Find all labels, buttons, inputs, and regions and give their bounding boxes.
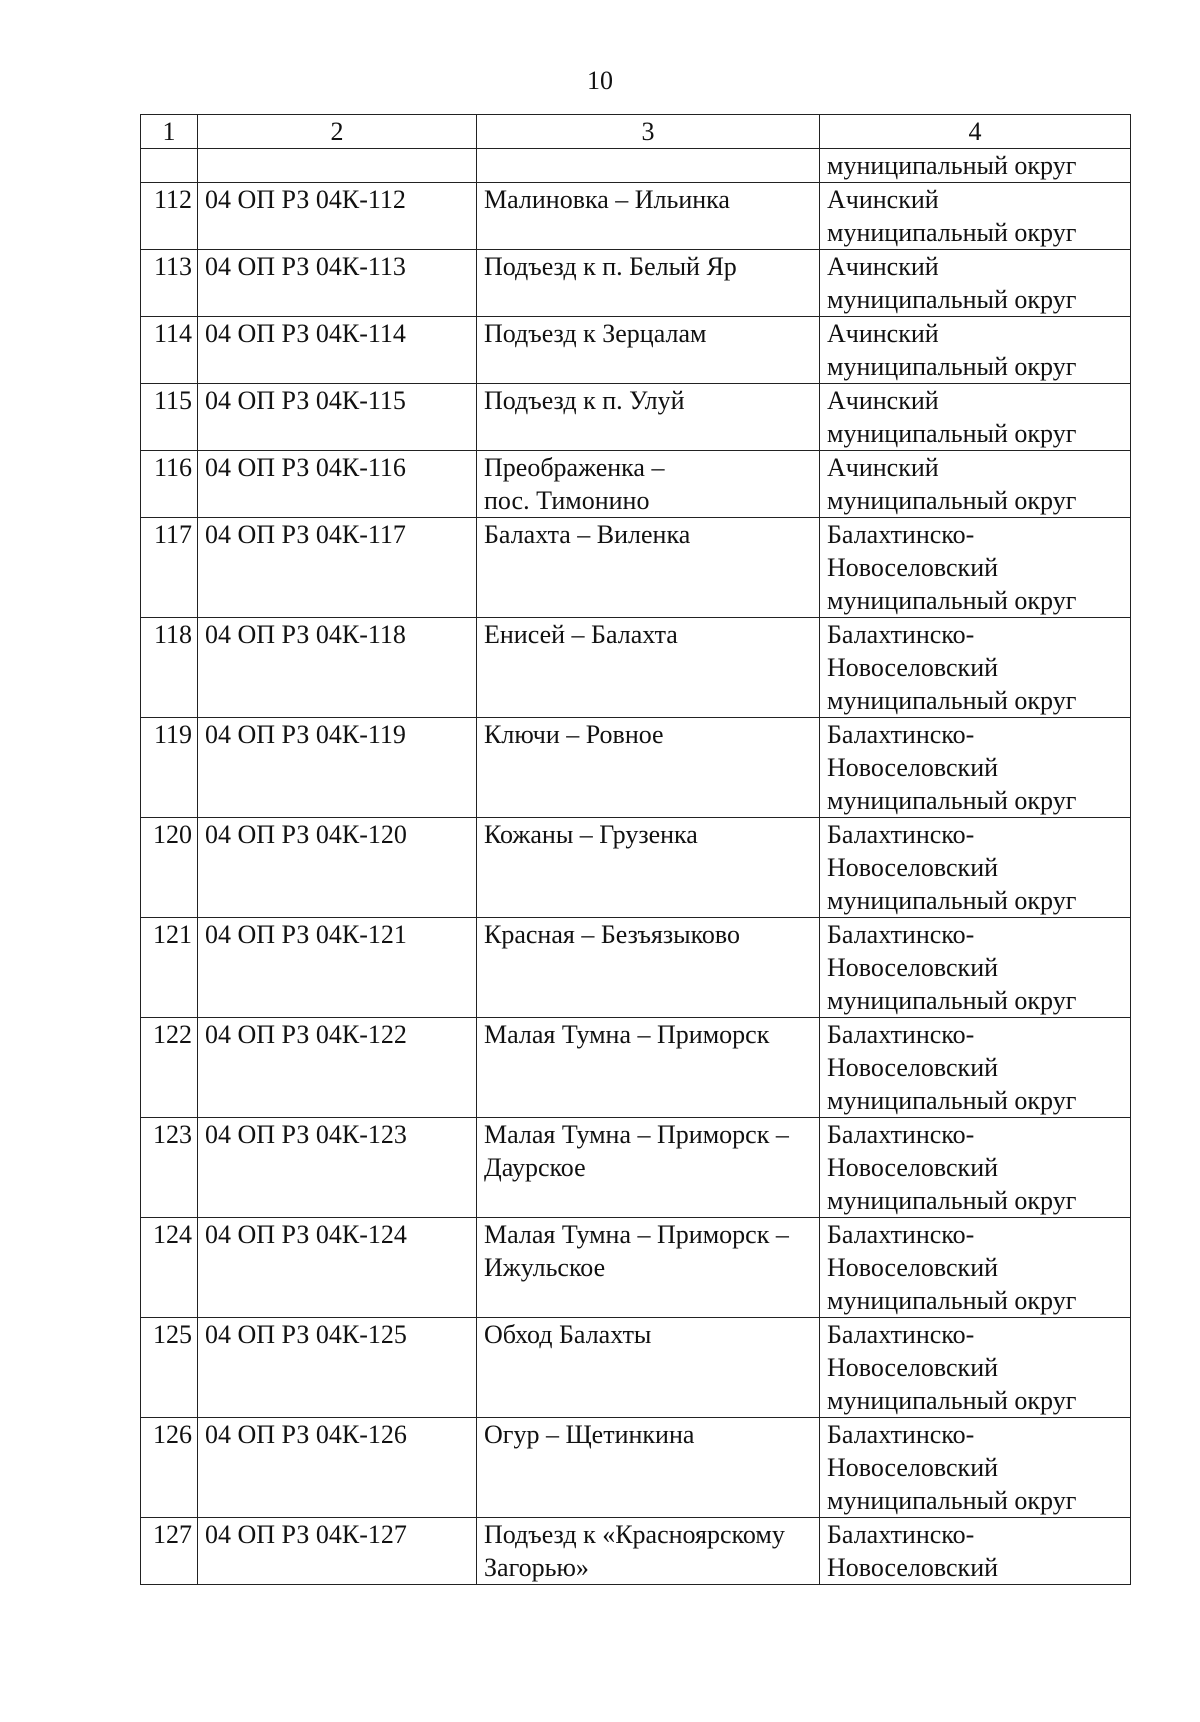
road-code-cell: 04 ОП РЗ 04К-120	[198, 818, 477, 918]
road-code-cell: 04 ОП РЗ 04К-117	[198, 518, 477, 618]
district-cell: Балахтинско- Новоселовский	[820, 1518, 1131, 1585]
district-cell: Балахтинско- Новоселовский муниципальный округ	[820, 1018, 1131, 1118]
road-name-cell: Огур – Щетинкина	[477, 1418, 820, 1518]
road-code-cell: 04 ОП РЗ 04К-126	[198, 1418, 477, 1518]
row-number-cell: 123	[141, 1118, 198, 1218]
column-header: 1	[141, 115, 198, 149]
column-header: 3	[477, 115, 820, 149]
district-cell: Ачинский муниципальный округ	[820, 317, 1131, 384]
header-row	[141, 115, 1131, 149]
row-number-cell: 115	[141, 384, 198, 451]
district-cell: Балахтинско- Новоселовский муниципальный округ	[820, 818, 1131, 918]
row-number-cell: 120	[141, 818, 198, 918]
road-code-cell: 04 ОП РЗ 04К-112	[198, 183, 477, 250]
table-row	[141, 918, 1131, 1018]
page-number: 10	[587, 66, 613, 95]
road-code-cell: 04 ОП РЗ 04К-124	[198, 1218, 477, 1318]
road-code-cell: 04 ОП РЗ 04К-118	[198, 618, 477, 718]
table-row	[141, 149, 1131, 183]
column-header: 4	[820, 115, 1131, 149]
road-name-cell: Подъезд к Зерцалам	[477, 317, 820, 384]
table-row	[141, 1218, 1131, 1318]
district-cell: Балахтинско- Новоселовский муниципальный округ	[820, 718, 1131, 818]
road-code-cell: 04 ОП РЗ 04К-127	[198, 1518, 477, 1585]
table-row	[141, 384, 1131, 451]
district-cell: Балахтинско- Новоселовский муниципальный округ	[820, 1318, 1131, 1418]
road-name-cell: Подъезд к п. Белый Яр	[477, 250, 820, 317]
row-number-cell: 121	[141, 918, 198, 1018]
table-row	[141, 718, 1131, 818]
row-number-cell: 112	[141, 183, 198, 250]
column-header: 2	[198, 115, 477, 149]
road-code-cell: 04 ОП РЗ 04К-113	[198, 250, 477, 317]
table-row	[141, 1018, 1131, 1118]
row-number-cell: 114	[141, 317, 198, 384]
row-number-cell: 116	[141, 451, 198, 518]
road-name-cell: Енисей – Балахта	[477, 618, 820, 718]
road-code-cell: 04 ОП РЗ 04К-116	[198, 451, 477, 518]
table-row	[141, 250, 1131, 317]
road-name-cell: Преображенка – пос. Тимонино	[477, 451, 820, 518]
road-code-cell: 04 ОП РЗ 04К-121	[198, 918, 477, 1018]
row-number-cell: 119	[141, 718, 198, 818]
district-cell: Балахтинско- Новоселовский муниципальный округ	[820, 918, 1131, 1018]
road-code-cell: 04 ОП РЗ 04К-114	[198, 317, 477, 384]
table-row	[141, 1318, 1131, 1418]
road-name-cell	[477, 149, 820, 183]
road-name-cell: Обход Балахты	[477, 1318, 820, 1418]
table-body	[141, 115, 1131, 1585]
district-cell: муниципальный округ	[820, 149, 1131, 183]
row-number-cell: 127	[141, 1518, 198, 1585]
road-name-cell: Красная – Безъязыково	[477, 918, 820, 1018]
district-cell: Балахтинско- Новоселовский муниципальный округ	[820, 1218, 1131, 1318]
table-row	[141, 1518, 1131, 1585]
road-name-cell: Балахта – Виленка	[477, 518, 820, 618]
table-row	[141, 451, 1131, 518]
row-number-cell: 122	[141, 1018, 198, 1118]
road-name-cell: Малая Тумна – Приморск – Даурское	[477, 1118, 820, 1218]
road-name-cell: Кожаны – Грузенка	[477, 818, 820, 918]
district-cell: Ачинский муниципальный округ	[820, 250, 1131, 317]
table-row	[141, 183, 1131, 250]
road-code-cell: 04 ОП РЗ 04К-115	[198, 384, 477, 451]
district-cell: Балахтинско- Новоселовский муниципальный округ	[820, 618, 1131, 718]
row-number-cell: 113	[141, 250, 198, 317]
table-row	[141, 618, 1131, 718]
road-name-cell: Малая Тумна – Приморск – Ижульское	[477, 1218, 820, 1318]
road-name-cell: Малая Тумна – Приморск	[477, 1018, 820, 1118]
road-code-cell: 04 ОП РЗ 04К-123	[198, 1118, 477, 1218]
row-number-cell	[141, 149, 198, 183]
road-code-cell: 04 ОП РЗ 04К-125	[198, 1318, 477, 1418]
table-row	[141, 818, 1131, 918]
table-row	[141, 1418, 1131, 1518]
table-row	[141, 1118, 1131, 1218]
road-code-cell: 04 ОП РЗ 04К-122	[198, 1018, 477, 1118]
road-name-cell: Малиновка – Ильинка	[477, 183, 820, 250]
road-name-cell: Подъезд к «Красноярскому Загорью»	[477, 1518, 820, 1585]
row-number-cell: 117	[141, 518, 198, 618]
district-cell: Балахтинско- Новоселовский муниципальный округ	[820, 518, 1131, 618]
row-number-cell: 124	[141, 1218, 198, 1318]
district-cell: Ачинский муниципальный округ	[820, 384, 1131, 451]
road-name-cell: Ключи – Ровное	[477, 718, 820, 818]
district-cell: Ачинский муниципальный округ	[820, 451, 1131, 518]
row-number-cell: 126	[141, 1418, 198, 1518]
district-cell: Балахтинско- Новоселовский муниципальный округ	[820, 1118, 1131, 1218]
table-row	[141, 518, 1131, 618]
road-code-cell: 04 ОП РЗ 04К-119	[198, 718, 477, 818]
road-code-cell	[198, 149, 477, 183]
table-row	[141, 317, 1131, 384]
row-number-cell: 118	[141, 618, 198, 718]
row-number-cell: 125	[141, 1318, 198, 1418]
district-cell: Ачинский муниципальный округ	[820, 183, 1131, 250]
road-name-cell: Подъезд к п. Улуй	[477, 384, 820, 451]
district-cell: Балахтинско- Новоселовский муниципальный округ	[820, 1418, 1131, 1518]
roads-table	[140, 114, 1131, 1585]
